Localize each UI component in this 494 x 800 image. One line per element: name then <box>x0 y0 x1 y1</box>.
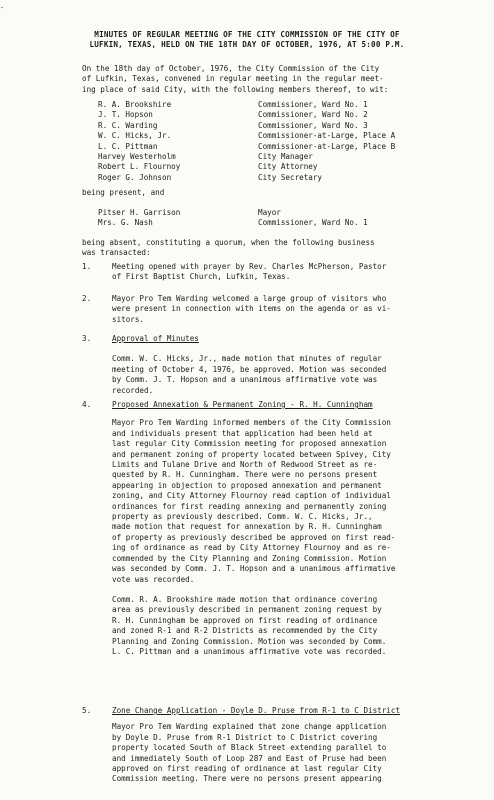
absent-role: Commissioner, Ward No. 1 <box>258 218 368 228</box>
member-row <box>98 121 395 131</box>
member-name: Roger G. Johnson <box>98 172 172 182</box>
member-name: L. C. Pittman <box>98 141 158 151</box>
member-row <box>98 110 395 120</box>
item-line: was seconded by Comm. J. T. Hopson and a unanimous affirmative <box>112 564 396 574</box>
intro-line: ing place of said City, with the following members thereof, to wit: <box>82 84 389 94</box>
item-line: Meeting opened with prayer by Rev. Charles McPherson, Pastor <box>112 262 387 271</box>
member-row <box>98 173 395 183</box>
item-line: of First Baptist Church, Lufkin, Texas. <box>112 272 291 282</box>
item-line: by Doyle D. Pruse from R-1 District to C District covering <box>112 732 378 742</box>
title-line: MINUTES OF REGULAR MEETING OF THE CITY COMMISSION OF THE CITY OF <box>94 30 400 39</box>
members-present-list <box>98 100 395 183</box>
member-name: J. T. Hopson <box>98 110 153 120</box>
page-mark: - <box>0 4 5 12</box>
item-line: R. H. Cunningham be approved on first reading of ordinance <box>112 615 378 625</box>
item-line: property as previously described. Comm. W. C. Hicks, Jr., <box>112 512 373 522</box>
item-line: ing of ordinance as read by City Attorney Flournoy and as re- <box>112 543 391 553</box>
intro-line: On the 18th day of October, 1976, the City Commission of the City <box>82 64 380 73</box>
item-heading: Zone Change Application - Doyle D. Pruse from R-1 to C District <box>112 706 401 715</box>
agenda-item-1 <box>82 262 482 283</box>
item-line: of property as previously described be approved on first read- <box>112 532 396 542</box>
item-line: Commission meeting. There were no persons present appearing <box>112 774 382 784</box>
item-line: Planning and Zoning Commission. Motion was seconded by Comm. <box>112 636 387 646</box>
item-line: approved on first reading of ordinance at last regular City <box>112 764 382 774</box>
member-row <box>98 142 395 152</box>
agenda-item-3 <box>82 334 482 396</box>
item-line: Limits and Tulane Drive and North of Redwood Street as re- <box>112 460 378 470</box>
intro-line: of Lufkin, Texas, convened in regular meeting in the regular meet- <box>82 74 384 84</box>
member-row <box>98 162 395 172</box>
member-row <box>98 131 395 141</box>
item-line: ordinances for first reading annexing and permanently zoning <box>112 501 387 511</box>
item-line: Mayor Pro Tem Warding welcomed a large group of visitors who <box>112 294 387 303</box>
title-line: LUFKIN, TEXAS, HELD ON THE 18TH DAY OF OCTOBER, 1976, AT 5:00 P.M. <box>89 40 405 50</box>
item-line: and immediately South of Loop 287 and East of Pruse had been <box>112 753 387 763</box>
document-title <box>0 30 494 51</box>
member-role: City Manager <box>258 152 313 162</box>
item-line: property located South of Black Street extending parallel to <box>112 743 387 753</box>
absent-row <box>98 208 368 218</box>
item-line: and individuals present that application had been held at <box>112 428 373 438</box>
member-name: Harvey Westerholm <box>98 152 176 162</box>
absent-name: Mrs. G. Nash <box>98 218 153 228</box>
member-name: R. A. Brookshire <box>98 100 172 109</box>
item-line: commended by the City Planning and Zoning Commission. Motion <box>112 553 387 563</box>
member-row <box>98 100 395 110</box>
member-role: Commissioner-at-Large, Place A <box>258 131 396 141</box>
item-number: 5. <box>82 706 92 715</box>
item-number: 3. <box>82 334 92 343</box>
member-name: W. C. Hicks, Jr. <box>98 131 172 141</box>
item-line: Comm. W. C. Hicks, Jr., made motion that minutes of regular <box>112 354 382 364</box>
absent-name: Pitser H. Garrison <box>98 208 181 217</box>
agenda-item-2 <box>82 294 482 325</box>
item-line: area as previously described in permanent zoning request by <box>112 605 382 615</box>
member-role: City Attorney <box>258 162 318 172</box>
item-line: sitors. <box>112 314 145 324</box>
item-line: vote was recorded. <box>112 574 195 584</box>
members-absent-list <box>98 208 368 229</box>
being-present-line: being present, and <box>82 188 165 197</box>
item-line: Comm. R. A. Brookshire made motion that ordinance covering <box>112 594 378 604</box>
absent-row <box>98 218 368 228</box>
item-line: by Comm. J. T. Hopson and a unanimous affirmative vote was <box>112 375 378 385</box>
item-heading: Approval of Minutes <box>112 334 199 343</box>
absent-role: Mayor <box>258 208 281 217</box>
member-role: City Secretary <box>258 172 323 182</box>
item-line: meeting of October 4, 1976, be approved. Motion was seconded <box>112 364 387 374</box>
member-row <box>98 152 395 162</box>
item-line: and permanent zoning of property located between Spivey, City <box>112 449 391 459</box>
item-number: 4. <box>82 400 92 409</box>
item-line: were present in connection with items on the agenda or as vi- <box>112 304 391 314</box>
item-line: quested by R. H. Cunningham. There were no persons present <box>112 470 378 480</box>
item-line: recorded. <box>112 385 154 395</box>
quorum-line: was transacted: <box>82 248 151 258</box>
agenda-item-4 <box>82 400 482 657</box>
item-line: Mayor Pro Tem Warding informed members of the City Commission <box>112 418 391 428</box>
agenda-item-5 <box>82 706 482 785</box>
member-role: Commissioner, Ward No. 3 <box>258 120 368 130</box>
member-role: Commissioner-at-Large, Place B <box>258 141 396 151</box>
intro-paragraph <box>82 64 482 95</box>
quorum-line: being absent, constituting a quorum, when the following business <box>82 238 375 247</box>
member-name: R. C. Warding <box>98 120 158 130</box>
item-line: appearing in objection to proposed annexation and permanent <box>112 480 382 490</box>
item-line: zoning, and City Attorney Flournoy read caption of individual <box>112 491 391 501</box>
item-heading: Proposed Annexation & Permanent Zoning - R. H. Cunningham <box>112 400 373 409</box>
quorum-paragraph <box>82 238 482 259</box>
item-line: and zoned R-1 and R-2 Districts as recommended by the City <box>112 626 378 636</box>
item-line: L. C. Pittman and a unanimous affirmative vote was recorded. <box>112 646 387 656</box>
item-line: made motion that request for annexation by R. H. Cunningham <box>112 522 382 532</box>
item-line: last regular City Commission meeting for proposed annexation <box>112 439 387 449</box>
item-line: Mayor Pro Tem Warding explained that zone change application <box>112 722 387 732</box>
member-name: Robert L. Flournoy <box>98 162 181 172</box>
item-number: 2. <box>82 294 92 303</box>
member-role: Commissioner, Ward No. 1 <box>258 100 368 109</box>
item-number: 1. <box>82 262 92 271</box>
member-role: Commissioner, Ward No. 2 <box>258 110 368 120</box>
